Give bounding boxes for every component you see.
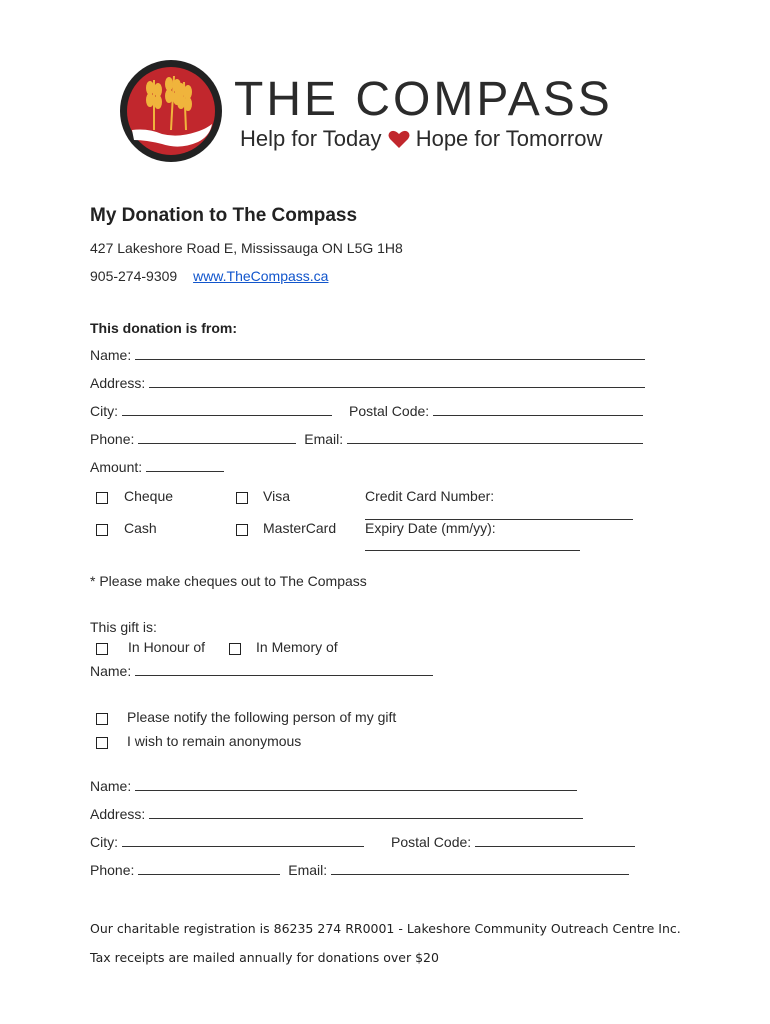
- contact-line: [90, 268, 328, 284]
- cheque-label: Cheque: [124, 488, 174, 504]
- notify-postal-label: Postal Code:: [391, 834, 472, 850]
- notify-name-label: Name:: [90, 778, 132, 794]
- notify-phone-row: [90, 862, 629, 878]
- notify-phone-label: Phone:: [90, 862, 135, 878]
- mastercard-label: MasterCard: [263, 520, 337, 536]
- notify-email-label: Email:: [288, 862, 328, 878]
- notify-name-field[interactable]: [135, 778, 577, 791]
- credit-card-label: Credit Card Number:: [365, 488, 495, 504]
- compass-emblem-icon: [118, 58, 224, 164]
- tagline-left: Help for Today: [240, 126, 382, 151]
- cheque-checkbox[interactable]: [96, 492, 108, 504]
- notify-city-row: [90, 834, 364, 850]
- donor-city-row: [90, 403, 332, 419]
- visa-label: Visa: [263, 488, 290, 504]
- mastercard-checkbox[interactable]: [236, 524, 248, 536]
- website-link[interactable]: www.TheCompass.ca: [193, 268, 329, 284]
- registration-note: Our charitable registration is 86235 274 RR0001 - Lakeshore Community Outreach Centre Inc.: [90, 921, 681, 936]
- donor-email-field[interactable]: [347, 431, 643, 444]
- tagline-right: Hope for Tomorrow: [415, 126, 603, 151]
- receipts-note: Tax receipts are mailed annually for donations over $20: [90, 950, 439, 965]
- notify-postal-field[interactable]: [475, 834, 635, 847]
- notify-postal-row: [391, 834, 635, 850]
- expiry-field[interactable]: [365, 550, 580, 551]
- city-label: City:: [90, 403, 118, 419]
- expiry-label: Expiry Date (mm/yy):: [365, 520, 496, 536]
- email-label: Email:: [304, 431, 344, 447]
- honour-label: In Honour of: [128, 639, 206, 655]
- page-title: My Donation to The Compass: [90, 205, 358, 226]
- notify-city-field[interactable]: [122, 834, 364, 847]
- anonymous-checkbox[interactable]: [96, 737, 108, 749]
- amount-row: [90, 459, 224, 475]
- donor-address-field[interactable]: [149, 375, 645, 388]
- gift-name-field[interactable]: [135, 663, 433, 676]
- cash-checkbox[interactable]: [96, 524, 108, 536]
- amount-field[interactable]: [146, 459, 224, 472]
- cheque-note: * Please make cheques out to The Compass: [90, 573, 367, 589]
- postal-label: Postal Code:: [349, 403, 430, 419]
- donor-address-row: [90, 375, 645, 391]
- address-label: Address:: [90, 375, 146, 391]
- gift-name-row: [90, 663, 433, 679]
- donor-phone-row: [90, 431, 643, 447]
- notify-address-row: [90, 806, 583, 822]
- amount-label: Amount:: [90, 459, 143, 475]
- gift-label: This gift is:: [90, 619, 157, 635]
- logo-tagline: [240, 126, 602, 152]
- notify-name-row: [90, 778, 577, 794]
- notify-city-label: City:: [90, 834, 118, 850]
- notify-label: Please notify the following person of my gift: [127, 709, 397, 725]
- memory-checkbox[interactable]: [229, 643, 241, 655]
- org-address: 427 Lakeshore Road E, Mississauga ON L5G 1H8: [90, 240, 403, 256]
- name-label: Name:: [90, 347, 132, 363]
- cash-label: Cash: [124, 520, 157, 536]
- donor-name-field[interactable]: [135, 347, 645, 360]
- notify-address-field[interactable]: [149, 806, 583, 819]
- anonymous-label: I wish to remain anonymous: [127, 733, 302, 749]
- notify-email-field[interactable]: [331, 862, 629, 875]
- memory-label: In Memory of: [256, 639, 338, 655]
- heart-icon: [388, 129, 410, 149]
- donor-section-label: This donation is from:: [90, 320, 237, 336]
- notify-checkbox[interactable]: [96, 713, 108, 725]
- donor-city-field[interactable]: [122, 403, 332, 416]
- notify-address-label: Address:: [90, 806, 146, 822]
- logo: [118, 58, 638, 170]
- gift-name-label: Name:: [90, 663, 132, 679]
- phone-label: Phone:: [90, 431, 135, 447]
- org-phone: 905-274-9309: [90, 268, 178, 284]
- honour-checkbox[interactable]: [96, 643, 108, 655]
- notify-phone-field[interactable]: [138, 862, 280, 875]
- visa-checkbox[interactable]: [236, 492, 248, 504]
- donor-name-row: [90, 347, 645, 363]
- donor-postal-field[interactable]: [433, 403, 643, 416]
- donor-phone-field[interactable]: [138, 431, 296, 444]
- logo-wordmark: THE COMPASS: [234, 73, 613, 126]
- donor-postal-row: [349, 403, 643, 419]
